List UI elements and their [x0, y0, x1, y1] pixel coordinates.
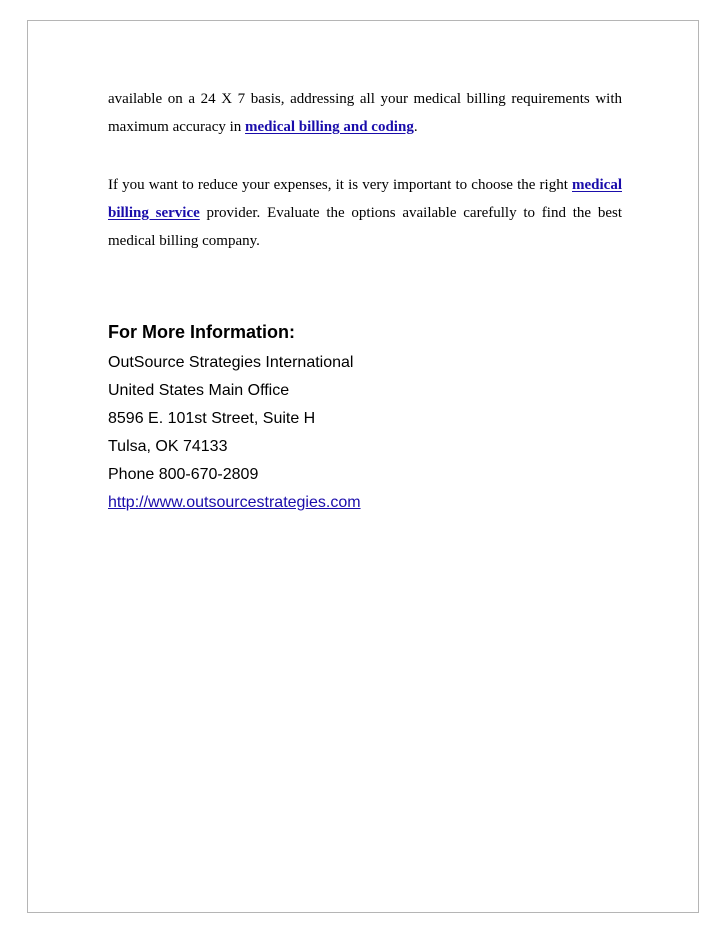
medical-billing-and-coding-link[interactable]: medical billing and coding	[245, 119, 414, 135]
website-link[interactable]: http://www.outsourcestrategies.com	[108, 494, 361, 511]
paragraph-expenses	[108, 171, 622, 255]
paragraph-accuracy	[108, 85, 622, 141]
document-page	[27, 20, 699, 913]
paragraph-accuracy-text: available on a 24 X 7 basis, addressing all your medical billing requirements with maximum accuracy in	[108, 91, 622, 135]
contact-heading: For More Information:	[108, 322, 295, 342]
paragraph-accuracy-end: .	[413, 119, 418, 135]
street-address: 8596 E. 101st Street, Suite H	[108, 410, 316, 427]
company-name: OutSource Strategies International	[108, 354, 354, 371]
contact-section	[108, 321, 361, 517]
office-name: United States Main Office	[108, 382, 290, 399]
paragraph-expenses-text: If you want to reduce your expenses, it is very important to choose the right	[108, 177, 572, 193]
city-address: Tulsa, OK 74133	[108, 438, 228, 455]
paragraph-expenses-end: provider. Evaluate the options available carefully to find the best medical billing company.	[108, 205, 622, 249]
phone-number: Phone 800-670-2809	[108, 466, 259, 483]
medical-billing-service-link[interactable]: medical billing service	[108, 177, 622, 221]
